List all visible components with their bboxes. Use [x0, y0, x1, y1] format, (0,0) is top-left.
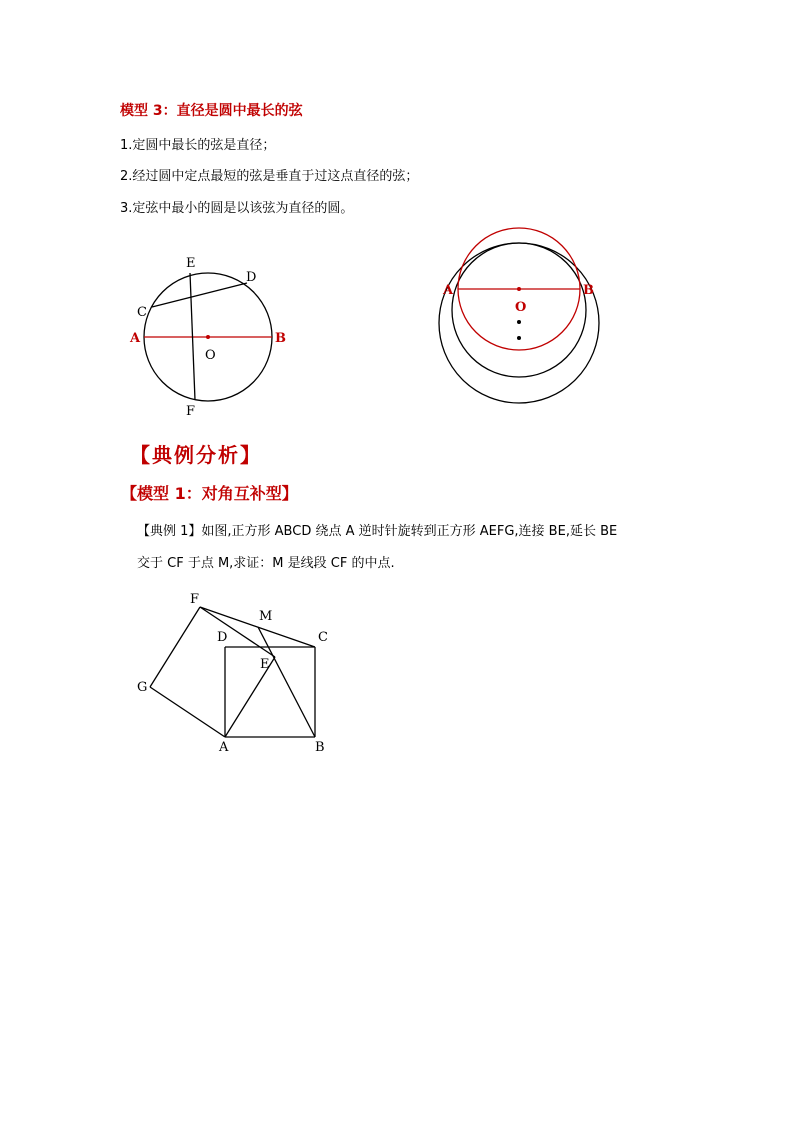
- center-dot: [206, 335, 210, 339]
- label-b: B: [315, 740, 325, 755]
- side-ag: [150, 687, 225, 737]
- label-c: C: [318, 630, 328, 645]
- label-d: D: [246, 270, 257, 285]
- label-f: F: [186, 404, 196, 419]
- label-e: E: [260, 657, 270, 672]
- label-g: G: [137, 680, 148, 695]
- label-f: F: [190, 592, 200, 607]
- example1-text-line1: 【典例 1】如图,正方形 ABCD 绕点 A 逆时针旋转到正方形 AEFG,连接 BE,延长 BE: [137, 524, 618, 539]
- label-o: O: [205, 348, 216, 363]
- example1-text-line2: 交于 CF 于点 M,求证：M 是线段 CF 的中点.: [137, 556, 395, 571]
- center-dot-2: [517, 336, 521, 340]
- model3-point-3: 3.定弦中最小的圆是以该弦为直径的圆。: [120, 201, 354, 216]
- figure-chord-circle: [129, 256, 286, 419]
- model3-point-2: 2.经过圆中定点最短的弦是垂直于过这点直径的弦；: [120, 169, 419, 184]
- label-e: E: [186, 256, 196, 271]
- label-b: B: [583, 283, 594, 298]
- label-o: O: [515, 300, 527, 315]
- section-title: 【典例分析】: [130, 443, 262, 467]
- label-a: A: [443, 283, 454, 298]
- center-dot-red: [517, 287, 521, 291]
- label-d: D: [217, 630, 228, 645]
- label-m: M: [259, 609, 273, 624]
- label-b: B: [275, 331, 286, 346]
- center-dot-1: [517, 320, 521, 324]
- chord-cd: [152, 283, 247, 307]
- figure-min-circle: [439, 228, 599, 403]
- model1-title: 【模型 1：对角互补型】: [121, 484, 298, 503]
- side-gf: [150, 607, 200, 687]
- model3-title: 模型 3：直径是圆中最长的弦: [120, 103, 303, 119]
- label-a: A: [219, 740, 229, 755]
- label-c: C: [137, 305, 147, 320]
- model3-point-1: 1.定圆中最长的弦是直径；: [120, 138, 276, 153]
- label-a: A: [130, 331, 141, 346]
- figure-square-rotation: [137, 592, 328, 755]
